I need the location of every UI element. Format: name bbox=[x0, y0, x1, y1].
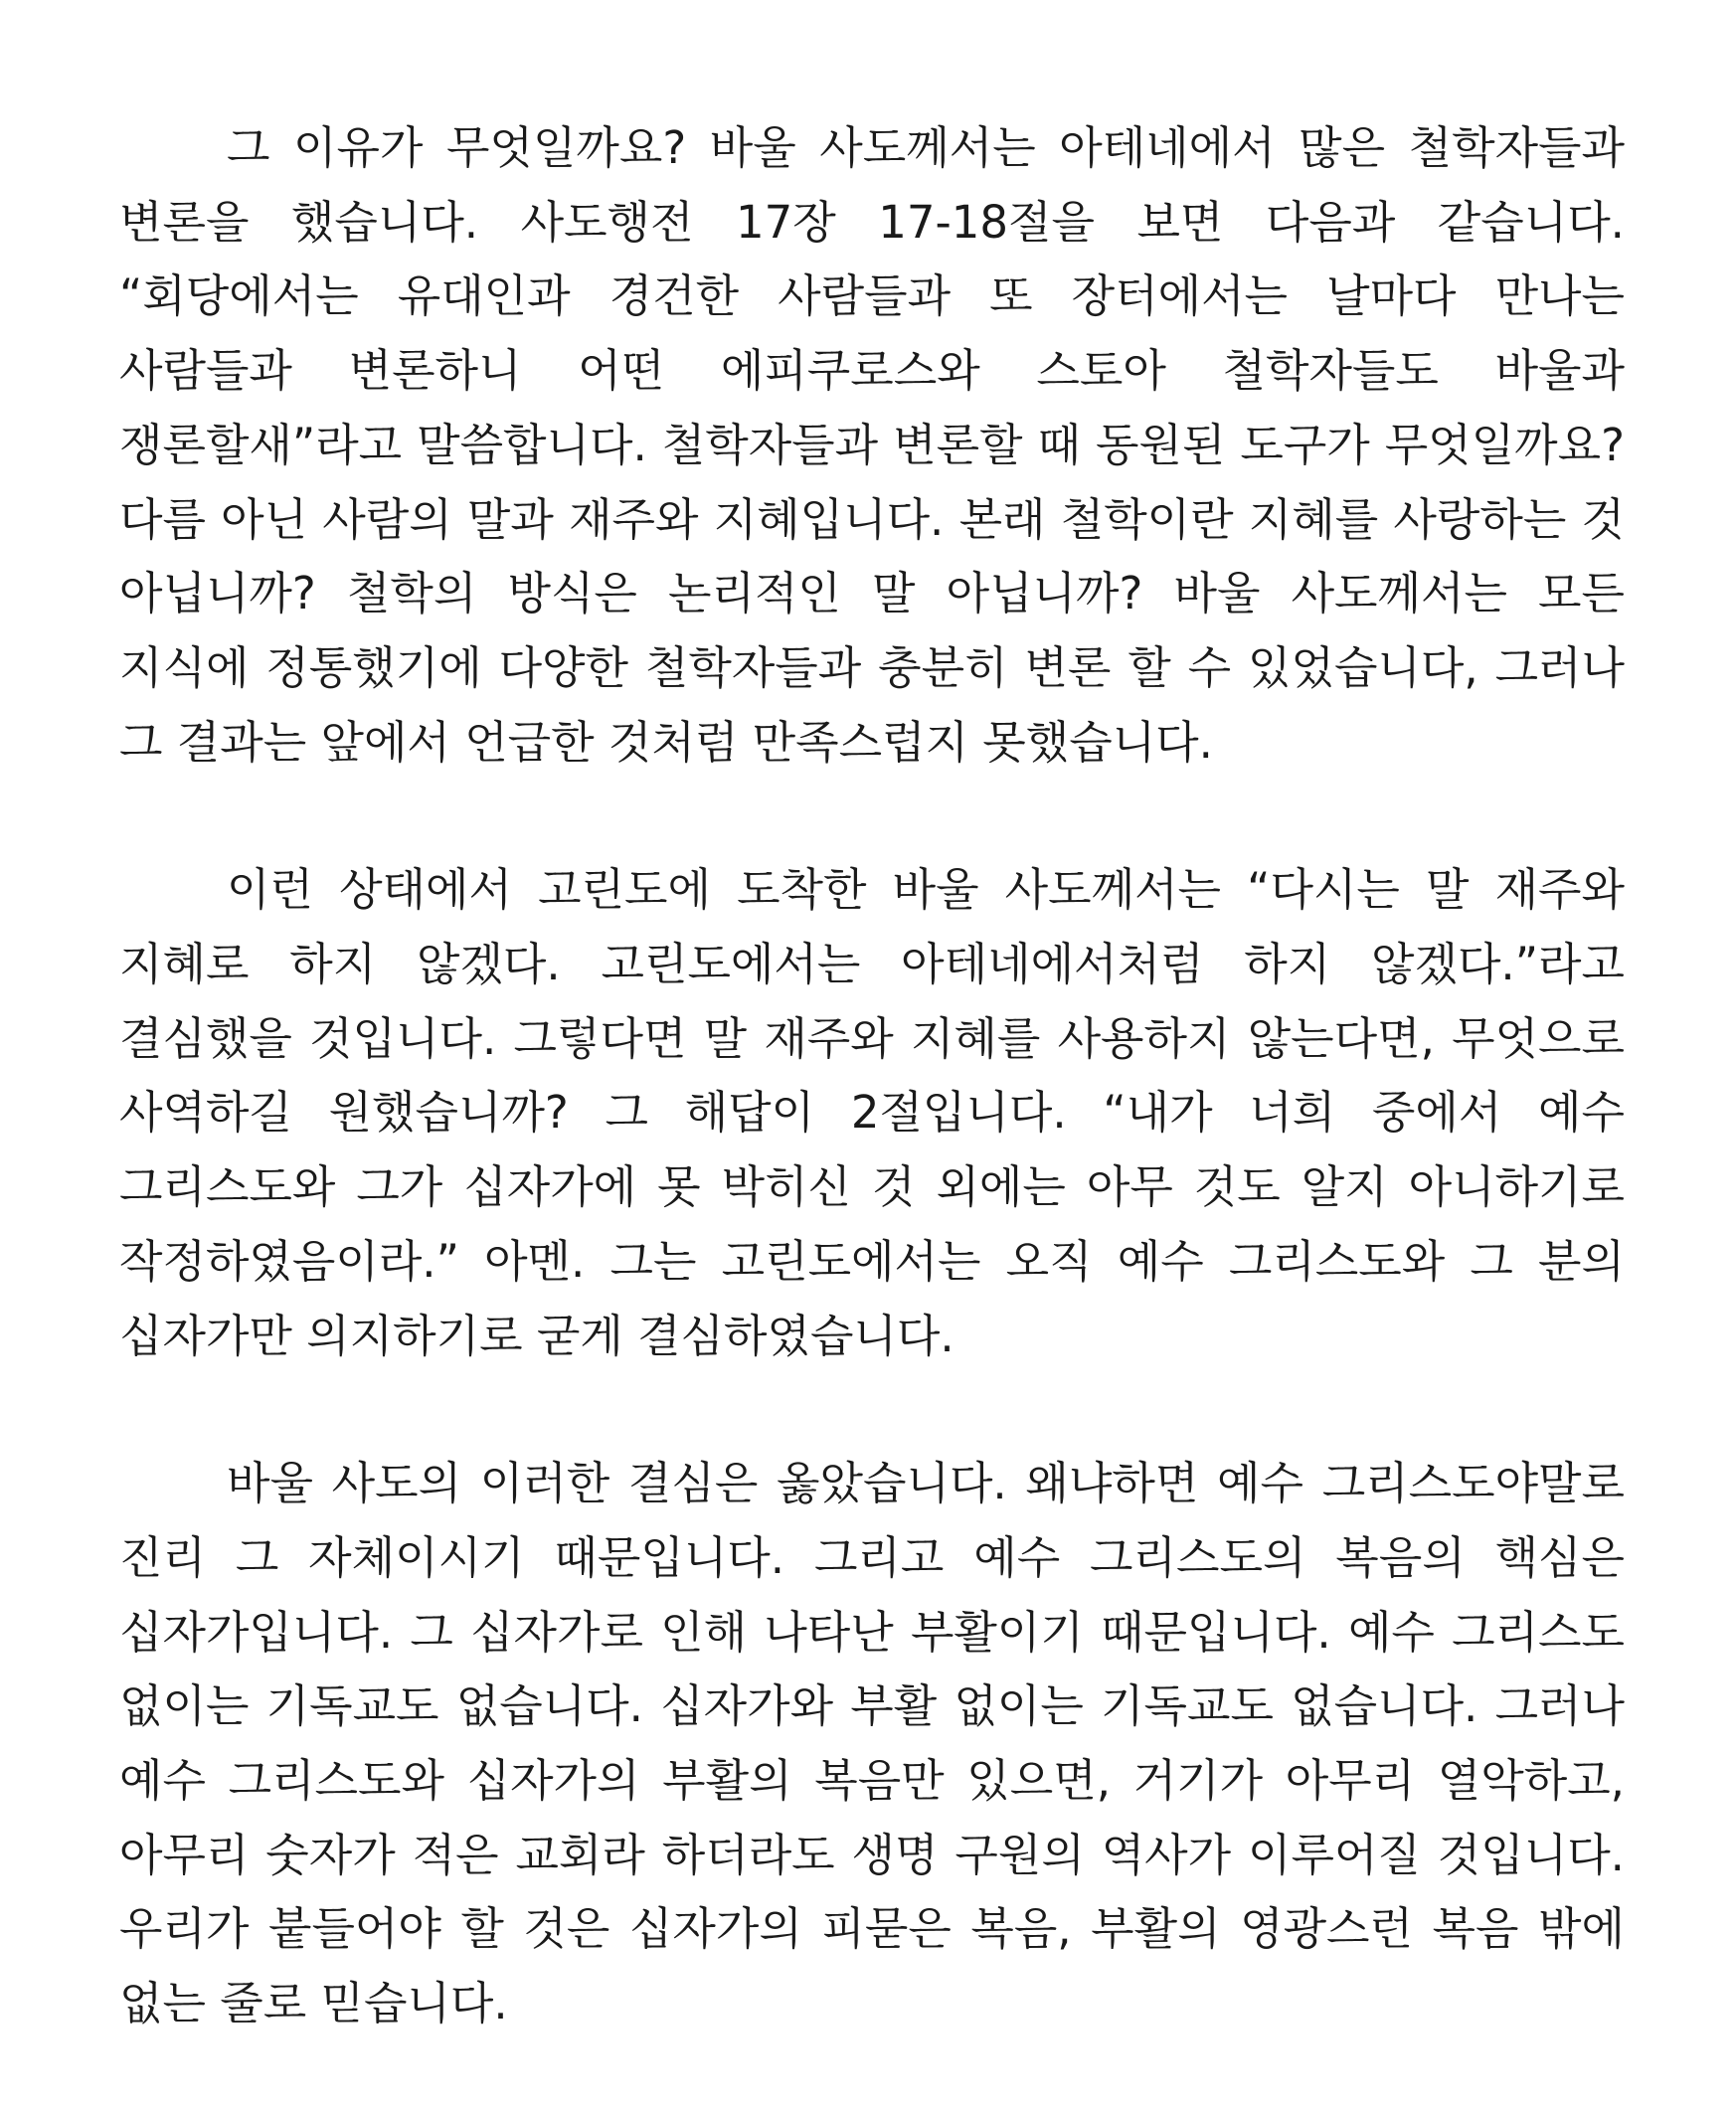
paragraph-2: 이런 상태에서 고린도에 도착한 바울 사도께서는 “다시는 말 재주와 지혜로 하지 않겠다. 고린도에서는 아테네에서처럼 하지 않겠다.”라고 결심했을 것입니다. 그렇다면 말 재주와 지혜를 사용하지 않는다면, 무엇으로 사역하길 원했습니까? 그 해답이 2절입니다. “내가 너희 중에서 예수 그리스도와 그가 십자가에 못 박히신 것 외에는 아무 것도 알지 아니하기로 작정하였음이라.” 아멘. 그는 고린도에서는 오직 예수 그리스도와 그 분의 십자가만 의지하기로 굳게 결심하였습니다. bbox=[119, 863, 1625, 1362]
paragraph-1: 그 이유가 무엇일까요? 바울 사도께서는 아테네에서 많은 철학자들과 변론을 했습니다. 사도행전 17장 17-18절을 보면 다음과 같습니다. “회당에서는 유대인과 경건한 사람들과 또 장터에서는 날마다 만나는 사람들과 변론하니 어떤 에피쿠로스와 스토아 철학자들도 바울과 쟁론할새”라고 말씀합니다. 철학자들과 변론할 때 동원된 도구가 무엇일까요? 다름 아닌 사람의 말과 재주와 지혜입니다. 본래 철학이란 지혜를 사랑하는 것 아닙니까? 철학의 방식은 논리적인 말 아닙니까? 바울 사도께서는 모든 지식에 정통했기에 다양한 철학자들과 충분히 변론 할 수 있었습니다, 그러나 그 결과는 앞에서 언급한 것처럼 만족스럽지 못했습니다. bbox=[119, 121, 1625, 769]
paragraph-3: 바울 사도의 이러한 결심은 옳았습니다. 왜냐하면 예수 그리스도야말로 진리 그 자체이시기 때문입니다. 그리고 예수 그리스도의 복음의 핵심은 십자가입니다. 그 십자가로 인해 나타난 부활이기 때문입니다. 예수 그리스도 없이는 기독교도 없습니다. 십자가와 부활 없이는 기독교도 없습니다. 그러나 예수 그리스도와 십자가의 부활의 복음만 있으면, 거기가 아무리 열악하고, 아무리 숫자가 적은 교회라 하더라도 생명 구원의 역사가 이루어질 것입니다. 우리가 붙들어야 할 것은 십자가의 피묻은 복음, 부활의 영광스런 복음 밖에 없는 줄로 믿습니다. bbox=[119, 1457, 1625, 2030]
document-page bbox=[119, 111, 1625, 2041]
